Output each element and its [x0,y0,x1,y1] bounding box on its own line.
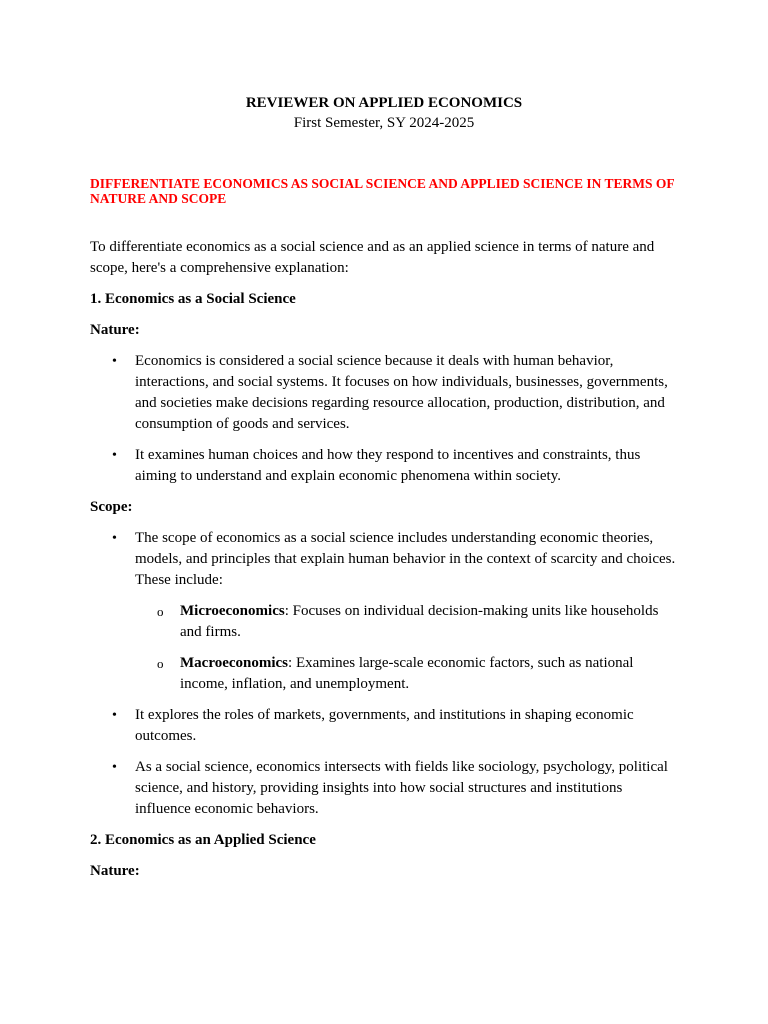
part1-heading: 1. Economics as a Social Science [90,291,296,307]
scope-sub-bullet-list [135,601,680,695]
bullet-icon: • [112,354,117,369]
bullet-icon: • [112,531,117,546]
part2-heading: 2. Economics as an Applied Science [90,832,316,848]
list-item [90,445,680,487]
list-item-text: It examines human choices and how they respond to incentives and constraints, thus aiming to understand and explain economic phenomena within society. [135,447,641,484]
list-item [90,528,680,695]
list-item-text: As a social science, economics intersects with fields like sociology, psychology, political science, and history, providing insights into how social structures and institutions influence economic behaviors. [135,759,668,817]
term-microeconomics: Microeconomics [180,603,285,619]
list-item-text: Economics is considered a social science because it deals with human behavior, interactions, and social systems. It focuses on how individuals, businesses, governments, and societies make decisions regarding resource allocation, production, distribution, and consumption of goods and services. [135,353,668,432]
sub-list-item-text: : Focuses on individual decision-making units like households and firms. [180,603,659,640]
part1-nature-label: Nature: [90,322,140,338]
sub-list-item [135,601,680,643]
bullet-icon: • [112,708,117,723]
part2-nature-label: Nature: [90,863,140,879]
list-item [90,705,680,747]
term-macroeconomics: Macroeconomics [180,655,289,671]
hollow-bullet-icon: o [157,604,164,619]
section-heading: DIFFERENTIATE ECONOMICS AS SOCIAL SCIENCE AND APPLIED SCIENCE IN TERMS OF NATURE AND SCOPE [90,176,675,206]
part1-scope-label: Scope: [90,499,133,515]
document-body [90,237,680,892]
bullet-icon: • [112,760,117,775]
sub-list-item-text: : Examines large-scale economic factors, such as national income, inflation, and unemployment. [180,655,634,692]
list-item [90,351,680,435]
document-title: REVIEWER ON APPLIED ECONOMICS [245,95,523,111]
document-subtitle: First Semester, SY 2024-2025 [293,115,475,131]
sub-list-item [135,653,680,695]
scope-bullet-list [90,528,680,820]
list-item [90,757,680,820]
nature-bullet-list [90,351,680,487]
list-item-text: The scope of economics as a social science includes understanding economic theories, models, and principles that explain human behavior in the context of scarcity and choices. These include: [135,530,676,588]
list-item-text: It explores the roles of markets, governments, and institutions in shaping economic outcomes. [135,707,634,744]
hollow-bullet-icon: o [157,656,164,671]
intro-paragraph: To differentiate economics as a social science and as an applied science in terms of nature and scope, here's a comprehensive explanation: [90,239,655,276]
bullet-icon: • [112,448,117,463]
